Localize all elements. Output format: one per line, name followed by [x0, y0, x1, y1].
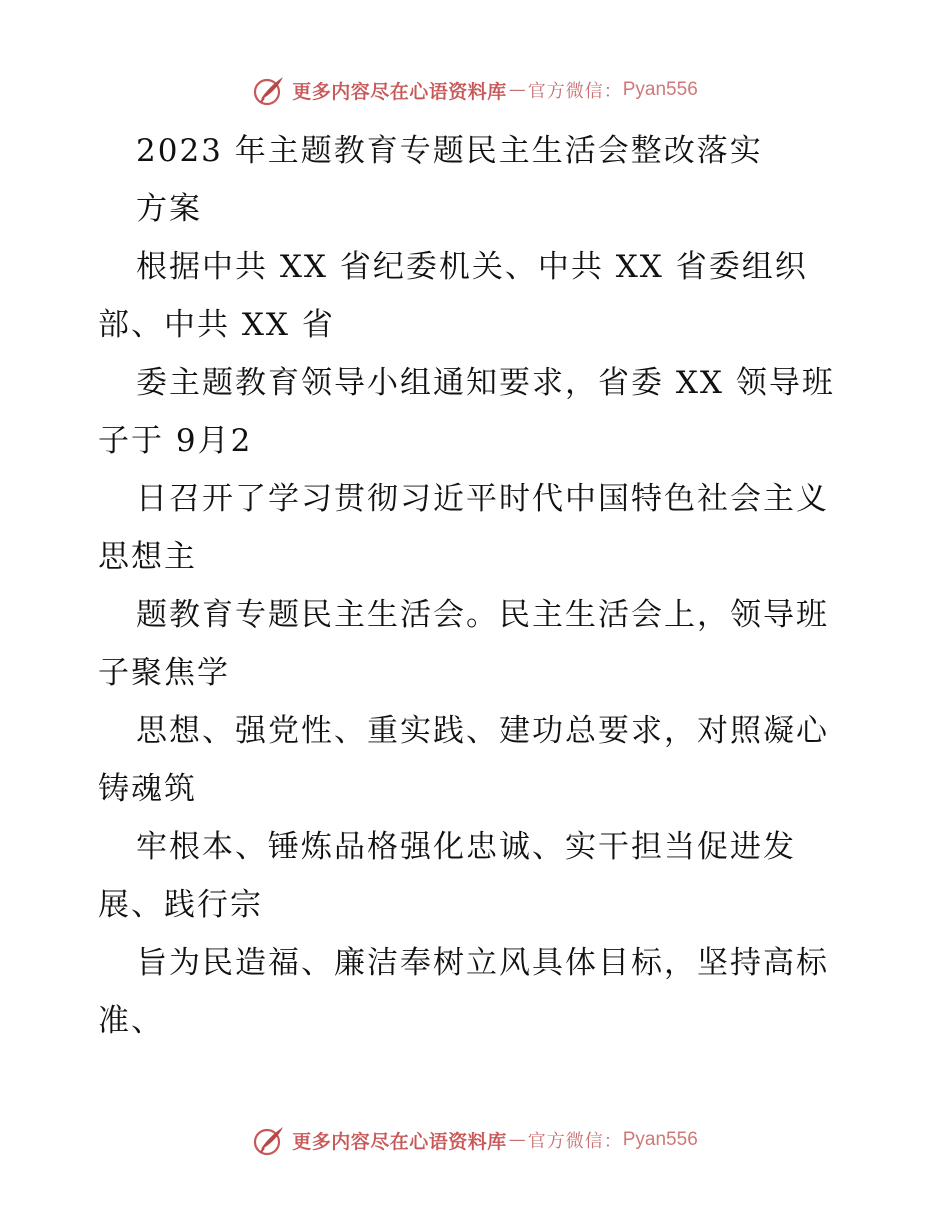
paragraph-line: 牢根本、锤炼品格强化忠诚、实干担当促进发 [136, 829, 796, 865]
banner-wechat-id: Pyan556 [622, 1129, 698, 1150]
footer-banner [0, 1120, 950, 1160]
document-title-line-2: 方案 [136, 191, 202, 227]
paragraph-line: 思想、强党性、重实践、建功总要求，对照凝心 [136, 713, 829, 749]
banner-wechat-id: Pyan556 [622, 79, 698, 100]
banner-main-text: 更多内容尽在心语资料库 [292, 1130, 507, 1153]
paragraph-line: 根据中共 XX 省纪委机关、中共 XX 省委组织 [136, 249, 808, 285]
banner-dash: — [508, 1130, 526, 1150]
paragraph-line: 思想主 [98, 539, 197, 575]
paragraph-line: 子于 9月2 [98, 423, 253, 459]
banner-main-text: 更多内容尽在心语资料库 [292, 80, 507, 103]
document-title-line-1: 2023 年主题教育专题民主生活会整改落实 [136, 133, 763, 169]
paragraph-line: 部、中共 XX 省 [98, 307, 335, 343]
paragraph-line: 铸魂筑 [98, 771, 197, 807]
paragraph-line: 日召开了学习贯彻习近平时代中国特色社会主义 [136, 481, 829, 517]
banner-wechat-label: 官方微信： [527, 1131, 623, 1152]
banner-wechat-label: 官方微信： [527, 81, 623, 102]
banner-dash: — [508, 80, 526, 100]
document-body [98, 122, 858, 1050]
paragraph-line: 委主题教育领导小组通知要求，省委 XX 领导班 [136, 365, 835, 401]
paragraph-line: 子聚焦学 [98, 655, 230, 691]
quill-pen-logo-icon [252, 1123, 286, 1157]
paragraph-line: 题教育专题民主生活会。民主生活会上，领导班 [136, 597, 829, 633]
quill-pen-logo-icon [252, 73, 286, 107]
header-banner [0, 70, 950, 110]
paragraph-line: 准、 [98, 1003, 164, 1039]
paragraph-line: 展、践行宗 [98, 887, 263, 923]
paragraph-line: 旨为民造福、廉洁奉树立风具体目标，坚持高标 [136, 945, 829, 981]
